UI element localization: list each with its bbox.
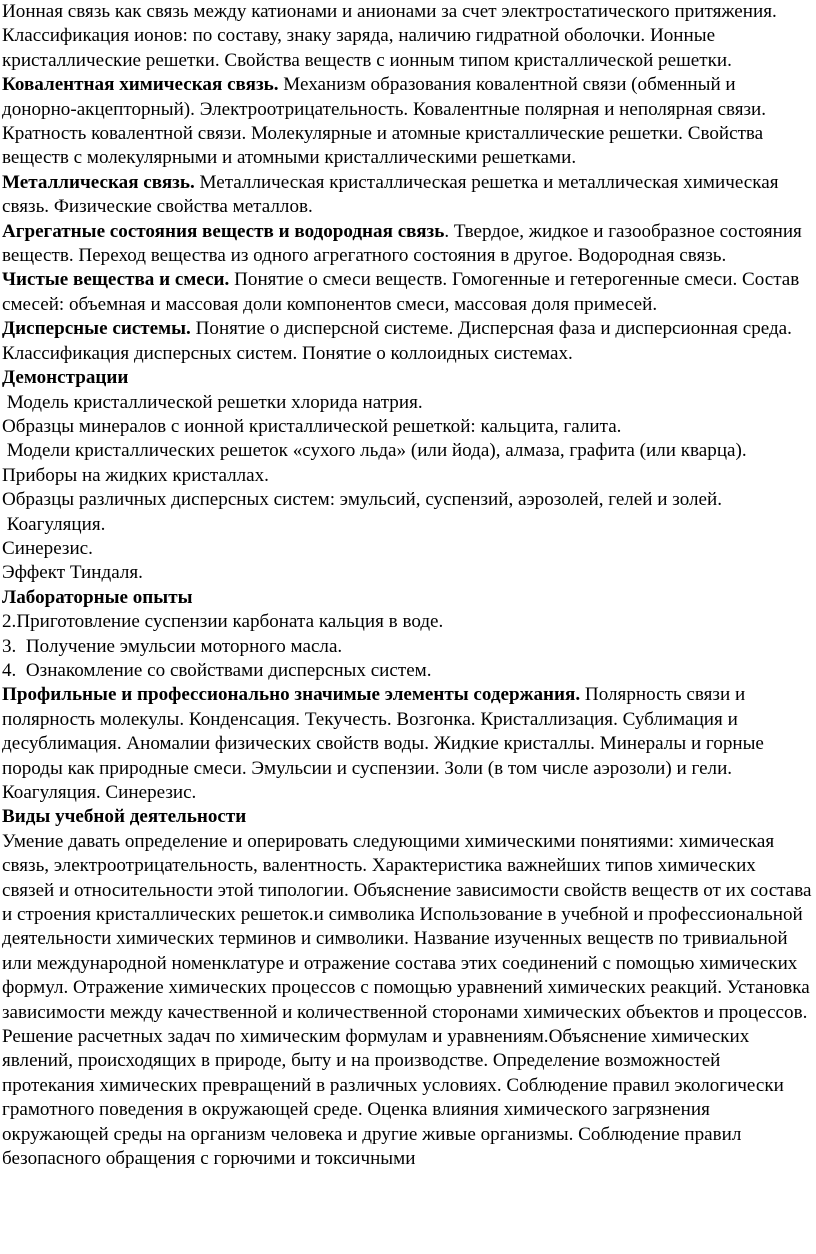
paragraph-text: Умение давать определение и оперировать следующими химическими понятиями: химическая связь, электроотрицательность, валентность. Характеристика важнейших типов химических связей и относительности этой типологии. Объяснение зависимости свойств веществ от их состава и строения кристаллических решеток.и символика Использование в учебной и профессиональной деятельности химических терминов и символики. Название изученных веществ по тривиальной или международной номенклатуре и отражение состава этих соединений с помощью химических формул. Отражение химических процессов с помощью уравнений химических реакций. Установка зависимости между качественной и количественной сторонами химических объектов и процессов. Решение расчетных задач по химическим формулам и уравнениям.Объяснение химических явлений, происходящих в природе, быту и на производстве. Определение возможностей протекания химических превращений в различных условиях. Соблюдение правил экологически грамотного поведения в окружающей среде. Оценка влияния химического загрязнения окружающей среды на организм человека и другие живые организмы. Соблюдение правил безопасного обращения с горючими и токсичными [2, 830, 812, 1170]
paragraph-heading: Агрегатные состояния веществ и водородная связь [2, 220, 445, 242]
paragraph-disperse-systems [2, 317, 812, 366]
paragraph-heading: Дисперсные системы. [2, 318, 191, 340]
paragraph-text: Понятие о дисперсной системе. Дисперсная фаза и дисперсионная среда. Классификация дисперсных систем. Понятие о коллоидных системах. [2, 318, 792, 364]
list-item [2, 391, 812, 415]
list-item [2, 488, 812, 512]
heading-learning-activities [2, 805, 812, 829]
paragraph-heading: Металлическая связь. [2, 171, 195, 193]
list-item [2, 561, 812, 585]
list-item [2, 513, 812, 537]
paragraph-text: Синерезис. [2, 537, 93, 559]
paragraph-covalent-bond [2, 73, 812, 171]
list-item [2, 439, 812, 463]
paragraph-text: Понятие о смеси веществ. Гомогенные и гетерогенные смеси. Состав смесей: объемная и массовая доли компонентов смеси, массовая доля примесей. [2, 269, 800, 315]
list-item [2, 464, 812, 488]
paragraph-text: Модели кристаллических решеток «сухого льда» (или йода), алмаза, графита (или кварца). [2, 440, 747, 462]
paragraph-ionic-bond [2, 0, 812, 73]
paragraph-text: . Твердое, жидкое и газообразное состояния веществ. Переход вещества из одного агрегатного состояния в другое. Водородная связь. [2, 220, 802, 267]
paragraph-heading: Лабораторные опыты [2, 586, 193, 608]
list-item [2, 635, 812, 659]
paragraph-text: Образцы различных дисперсных систем: эмульсий, суспензий, аэрозолей, гелей и золей. [2, 489, 723, 511]
paragraph-heading: Демонстрации [2, 367, 129, 389]
list-item [2, 659, 812, 683]
paragraph-text: 4. Ознакомление со свойствами дисперсных систем. [2, 659, 432, 681]
paragraph-profile-elements [2, 683, 812, 805]
paragraph-aggregate-states [2, 220, 812, 269]
paragraph-heading: Ковалентная химическая связь. [2, 74, 279, 96]
paragraph-heading: Чистые вещества и смеси. [2, 269, 230, 291]
paragraph-text: Модель кристаллической решетки хлорида натрия. [2, 391, 423, 413]
paragraph-heading: Профильные и профессионально значимые элементы содержания. [2, 684, 581, 706]
list-item [2, 537, 812, 561]
paragraph-text: Коагуляция. [2, 513, 106, 535]
paragraph-metallic-bond [2, 171, 812, 220]
paragraph-text: Эффект Тиндаля. [2, 562, 143, 584]
paragraph-heading: Виды учебной деятельности [2, 806, 247, 828]
paragraph-text: Механизм образования ковалентной связи (обменный и донорно-акцепторный). Электроотрицательность. Ковалентные полярная и неполярная связи. Кратность ковалентной связи. Молекулярные и атомные кристаллические решетки. Свойства веществ с молекулярными и атомными кристаллическими решетками. [2, 74, 767, 169]
paragraph-text: 2.Приготовление суспензии карбоната кальция в воде. [2, 611, 444, 633]
heading-lab-experiments [2, 586, 812, 610]
paragraph-text: 3. Получение эмульсии моторного масла. [2, 635, 343, 657]
list-item [2, 610, 812, 634]
paragraph-text: Приборы на жидких кристаллах. [2, 464, 269, 486]
paragraph-text: Полярность связи и полярность молекулы. Конденсация. Текучесть. Возгонка. Кристаллизация. Сублимация и десублимация. Аномалии физических свойств воды. Жидкие кристаллы. Минералы и горные породы как природные смеси. Эмульсии и суспензии. Золи (в том числе аэрозоли) и гели. Коагуляция. Синерезис. [2, 684, 764, 803]
paragraph-pure-substances [2, 268, 812, 317]
paragraph-text: Металлическая кристаллическая решетка и металлическая химическая связь. Физические свойства металлов. [2, 171, 779, 218]
paragraph-text: Образцы минералов с ионной кристаллической решеткой: кальцита, галита. [2, 415, 622, 437]
list-item [2, 415, 812, 439]
paragraph-learning-activities [2, 830, 812, 1172]
heading-demonstrations [2, 366, 812, 390]
paragraph-text: Ионная связь как связь между катионами и анионами за счет электростатического притяжения. Классификация ионов: по составу, знаку заряда, наличию гидратной оболочки. Ионные кристаллические решетки. Свойства веществ с ионным типом кристаллической решетки. [2, 1, 777, 71]
